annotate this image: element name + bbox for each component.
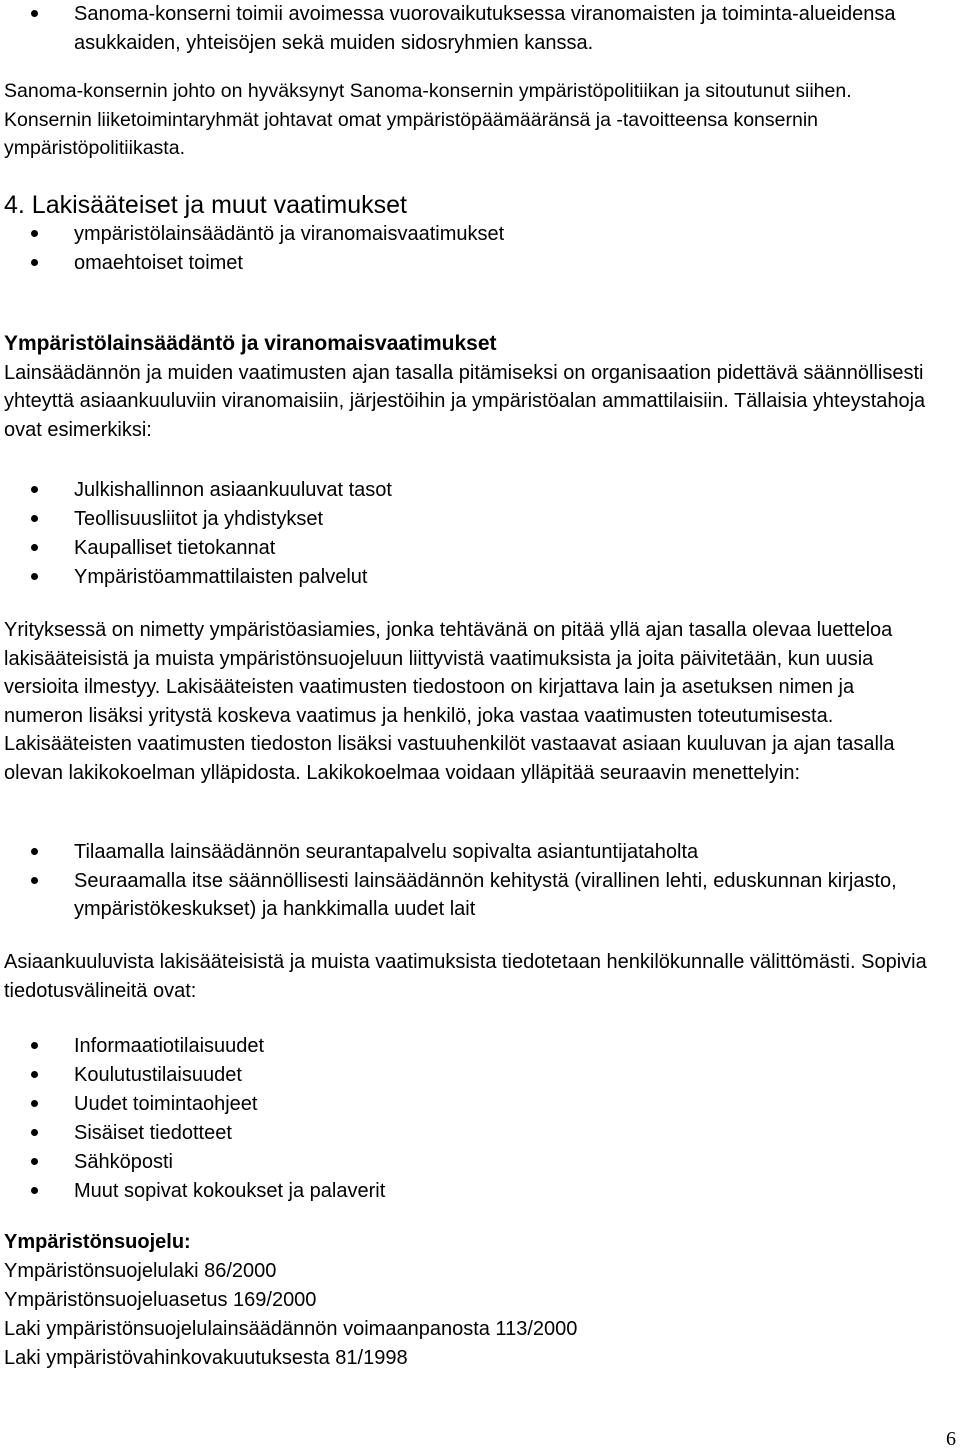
paragraph: Asiaankuuluvista lakisääteisistä ja muista vaatimuksista tiedotetaan henkilökunnalle välittömästi. Sopivia tiedotusvälineitä ovat: [4,951,927,1002]
list-item [4,534,930,563]
law-item: Laki ympäristönsuojelulainsäädännön voimaanpanosta 113/2000 [4,1318,578,1340]
list-item-text: Muut sopivat kokoukset ja palaverit [74,1180,386,1202]
list-item-text: Uudet toimintaohjeet [74,1093,258,1115]
list-item-text: omaehtoiset toimet [74,251,243,274]
list-item [4,505,930,534]
protection-section [4,1228,930,1373]
list-item-text: Seuraamalla itse säännöllisesti lainsäädännön kehitystä (virallinen lehti, eduskunnan kirjasto, ympäristökeskukset) ja hankkimalla uudet lait [74,869,897,920]
list-item [4,1119,930,1148]
list-item-text: Kaupalliset tietokannat [74,537,276,559]
intro-paragraph [4,77,930,163]
list-item-text: Sähköposti [74,1151,173,1173]
inform-paragraph [4,948,930,1005]
list-item-text: Sisäiset tiedotteet [74,1122,232,1144]
section-heading: Ympäristönsuojelu: [4,1231,191,1253]
list-item [4,1148,930,1177]
company-paragraph [4,616,930,787]
paragraph: Yrityksessä on nimetty ympäristöasiamies, jonka tehtävänä on pitää yllä ajan tasalla olevaa luetteloa lakisääteisistä ja muista ympäristönsuojeluun liittyvistä vaatimuksista ja joita päivitetään, kun uusia versioita ilmestyy. Lakisääteisten vaatimusten tiedostoon on kirjattava lain ja asetuksen nimen ja numeron lisäksi yritystä koskeva vaatimus ja henkilö, joka vastaa vaatimusten toteutumisesta. Lakisääteisten vaatimusten tiedoston lisäksi vastuuhenkilöt vastaavat asiaan kuuluvan ja ajan tasalla olevan lakikokoelman ylläpidosta. Lakikokoelmaa voidaan ylläpitää seuraavin menettelyin: [4,619,895,784]
list-item-text: Julkishallinnon asiaankuuluvat tasot [74,479,392,501]
methods-list [4,838,930,924]
list-item-text: Koulutustilaisuudet [74,1064,242,1086]
list-item-text: Tilaamalla lainsäädännön seurantapalvelu sopivalta asiantuntijataholta [74,841,699,863]
section-heading: Ympäristölainsäädäntö ja viranomaisvaatimukset [4,332,497,355]
section-title: 4. Lakisääteiset ja muut vaatimukset [4,191,407,219]
list-item [4,867,930,924]
section-4 [4,190,930,277]
list-item [4,838,930,867]
list-item-text: Ympäristöammattilaisten palvelut [74,566,368,588]
paragraph: Lainsäädännön ja muiden vaatimusten ajan tasalla pitämiseksi on organisaation pidettävä säännöllisesti yhteyttä asiaankuuluviin viranomaisiin, järjestöihin ja ympäristöalan ammattilaisiin. Tällaisia yhteystahoja ovat esimerkiksi: [4,361,926,441]
list-item [4,1177,930,1206]
list-item [4,1061,930,1090]
list-item-text: Teollisuusliitot ja yhdistykset [74,508,323,530]
list-item [4,563,930,592]
intro-section [4,0,930,57]
law-item: Ympäristönsuojelulaki 86/2000 [4,1260,277,1282]
list-item [4,1032,930,1061]
paragraph: Sanoma-konsernin johto on hyväksynyt Sanoma-konsernin ympäristöpolitiikan ja sitoutunut siihen. Konsernin liiketoimintaryhmät johtavat omat ympäristöpäämääränsä ja -tavoitteensa konsernin ympäristöpolitiikasta. [4,80,852,159]
list-item [4,249,930,278]
list-item-text: Sanoma-konserni toimii avoimessa vuorovaikutuksessa viranomaisten ja toiminta-alueidensa asukkaiden, yhteisöjen sekä muiden sidosryhmien kanssa. [74,3,896,54]
env-law-section [4,330,930,444]
law-item: Laki ympäristövahinkovakuutuksesta 81/1998 [4,1347,408,1369]
channels-list [4,1032,930,1206]
list-item [4,1090,930,1119]
list-item [4,476,930,505]
list-item [4,220,930,249]
page-number: 6 [946,1428,956,1450]
list-item-text: ympäristölainsäädäntö ja viranomaisvaatimukset [74,223,505,245]
contacts-list [4,476,930,592]
list-item [4,0,930,57]
law-item: Ympäristönsuojeluasetus 169/2000 [4,1289,317,1311]
list-item-text: Informaatiotilaisuudet [74,1035,265,1057]
